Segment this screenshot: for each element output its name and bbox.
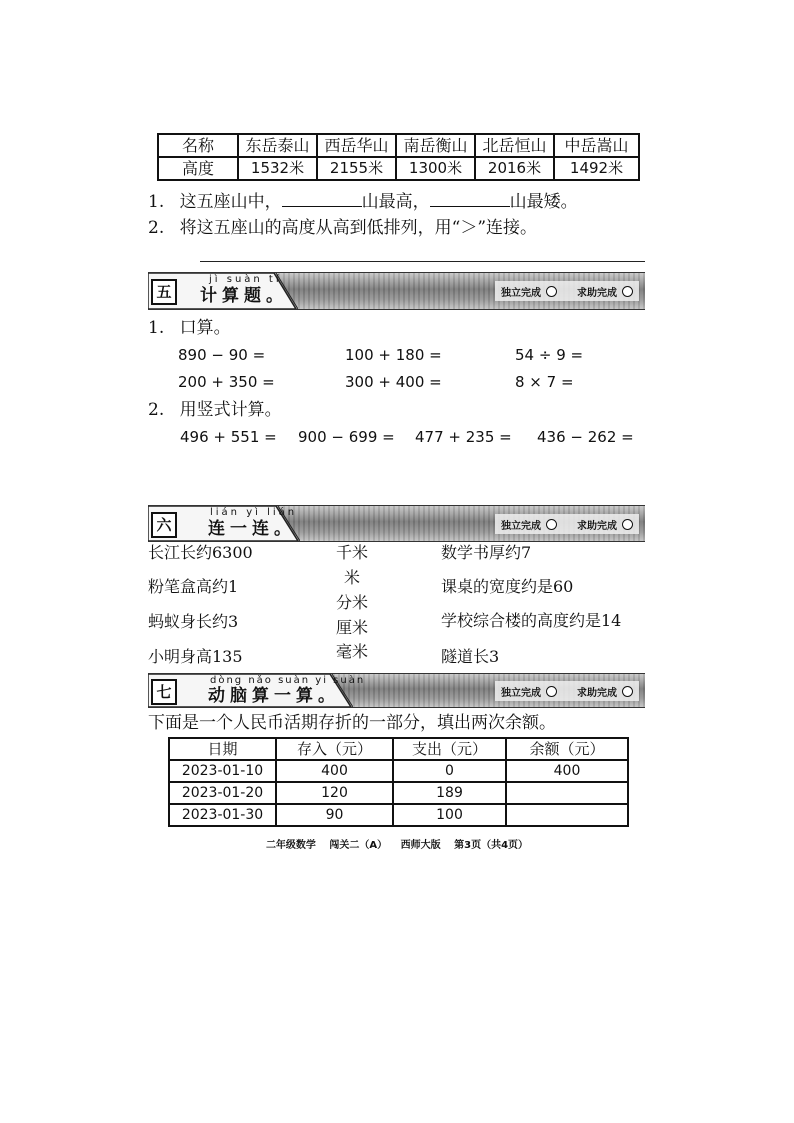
date-cell: 2023-01-30 <box>169 804 276 826</box>
withdrawal-cell: 0 <box>393 760 506 782</box>
table-cell: 1300米 <box>396 157 475 180</box>
section-number-badge: 五 <box>151 279 177 305</box>
unit-option: 厘米 <box>335 618 368 637</box>
mental-math-item: 200 + 350 = <box>178 373 275 391</box>
footer-subject: 二年级数学 <box>265 840 316 851</box>
independent-checkbox-icon[interactable] <box>546 686 557 697</box>
table-row <box>158 157 639 180</box>
unit-option: 米 <box>343 568 360 587</box>
matching-left-item: 小明身高135 <box>148 647 243 666</box>
table-cell: 东岳泰山 <box>238 134 317 157</box>
table-cell: 2016米 <box>475 157 554 180</box>
question-text: 口算。 <box>179 318 231 338</box>
table-header-row <box>169 738 628 760</box>
table-cell: 南岳衡山 <box>396 134 475 157</box>
question-text: 山最高， <box>361 192 430 212</box>
question-1 <box>148 190 578 212</box>
balance-blank-cell[interactable] <box>506 804 628 826</box>
vertical-calc-item: 900 − 699 = <box>298 428 395 446</box>
unit-option: 千米 <box>335 543 368 562</box>
question-number: 1. <box>148 192 165 212</box>
mental-math-item: 54 ÷ 9 = <box>515 346 584 364</box>
vertical-calc-item: 436 − 262 = <box>537 428 634 446</box>
passbook-table <box>168 737 629 827</box>
independent-checkbox-icon[interactable] <box>546 519 557 530</box>
table-cell: 高度 <box>158 157 238 180</box>
vertical-calc-item: 496 + 551 = <box>180 428 277 446</box>
matching-right-item: 课桌的宽度约是60 <box>441 577 574 596</box>
mental-math-item: 100 + 180 = <box>345 346 442 364</box>
question-number: 2. <box>148 400 165 420</box>
table-cell: 1492米 <box>554 157 639 180</box>
completion-status <box>495 681 639 701</box>
mental-math-item: 890 − 90 = <box>178 346 266 364</box>
help-checkbox-icon[interactable] <box>622 519 633 530</box>
independent-checkbox-icon[interactable] <box>546 286 557 297</box>
question-text: 将这五座山的高度从高到低排列，用“＞”连接。 <box>179 218 538 238</box>
deposit-cell: 400 <box>276 760 393 782</box>
independent-label: 独立完成 <box>501 287 541 299</box>
help-label: 求助完成 <box>577 287 617 299</box>
withdrawal-cell: 189 <box>393 782 506 804</box>
footer-page-number: 第3页（共4页） <box>454 840 529 851</box>
page-footer <box>0 836 794 851</box>
section-instruction: 下面是一个人民币活期存折的一部分，填出两次余额。 <box>148 713 556 733</box>
section-number-badge: 六 <box>151 512 177 538</box>
table-cell: 2155米 <box>317 157 396 180</box>
matching-right-item: 数学书厚约7 <box>441 543 532 562</box>
column-header: 余额（元） <box>506 738 628 760</box>
deposit-cell: 120 <box>276 782 393 804</box>
table-cell: 中岳嵩山 <box>554 134 639 157</box>
subquestion-heading <box>148 400 282 420</box>
subquestion-heading <box>148 318 231 338</box>
question-text: 山最矮。 <box>509 192 578 212</box>
matching-left-item: 蚂蚁身长约3 <box>148 612 239 631</box>
mental-math-item: 8 × 7 = <box>515 373 574 391</box>
column-header: 存入（元） <box>276 738 393 760</box>
matching-right-item: 隧道长3 <box>441 647 500 666</box>
column-header: 支出（元） <box>393 738 506 760</box>
deposit-cell: 90 <box>276 804 393 826</box>
section-pinyin: lián yì lián <box>210 507 298 518</box>
section-number-badge: 七 <box>151 679 177 705</box>
help-checkbox-icon[interactable] <box>622 686 633 697</box>
question-2 <box>148 218 537 238</box>
answer-blank-highest[interactable] <box>282 190 362 207</box>
independent-label: 独立完成 <box>501 687 541 699</box>
independent-label: 独立完成 <box>501 520 541 532</box>
unit-option: 分米 <box>335 593 368 612</box>
help-label: 求助完成 <box>577 520 617 532</box>
section-title: 计算题。 <box>200 286 288 306</box>
matching-left-item: 粉笔盒高约1 <box>148 577 239 596</box>
help-label: 求助完成 <box>577 687 617 699</box>
mental-math-item: 300 + 400 = <box>345 373 442 391</box>
table-row <box>169 782 628 804</box>
unit-option: 毫米 <box>335 642 368 661</box>
table-cell: 西岳华山 <box>317 134 396 157</box>
date-cell: 2023-01-10 <box>169 760 276 782</box>
matching-left-item: 长江长约6300 <box>148 543 253 562</box>
answer-blank-lowest[interactable] <box>430 190 510 207</box>
question-number: 2. <box>148 218 165 238</box>
footer-edition: 西师大版 <box>400 840 441 851</box>
table-row <box>169 760 628 782</box>
balance-cell: 400 <box>506 760 628 782</box>
completion-status <box>495 514 639 534</box>
withdrawal-cell: 100 <box>393 804 506 826</box>
table-row <box>169 804 628 826</box>
vertical-calc-item: 477 + 235 = <box>415 428 512 446</box>
completion-status <box>495 281 639 301</box>
question-text: 用竖式计算。 <box>179 400 282 420</box>
help-checkbox-icon[interactable] <box>622 286 633 297</box>
question-text: 这五座山中， <box>179 192 282 212</box>
column-header: 日期 <box>169 738 276 760</box>
table-cell: 1532米 <box>238 157 317 180</box>
section-pinyin: dòng nǎo suàn yi suàn <box>210 675 366 686</box>
section-5-banner <box>148 272 645 310</box>
table-cell: 北岳恒山 <box>475 134 554 157</box>
section-pinyin: jì suàn tí <box>209 274 282 285</box>
question-number: 1. <box>148 318 165 338</box>
section-6-banner <box>148 505 645 542</box>
section-title: 连一连。 <box>208 519 296 539</box>
mountain-height-table <box>157 133 640 181</box>
section-7-banner <box>148 673 645 708</box>
matching-right-item: 学校综合楼的高度约是14 <box>441 611 622 630</box>
answer-line[interactable] <box>200 261 645 262</box>
table-row <box>158 134 639 157</box>
section-title: 动脑算一算。 <box>208 686 340 706</box>
balance-blank-cell[interactable] <box>506 782 628 804</box>
footer-unit: 闯关二（A） <box>329 840 388 851</box>
table-cell: 名称 <box>158 134 238 157</box>
date-cell: 2023-01-20 <box>169 782 276 804</box>
